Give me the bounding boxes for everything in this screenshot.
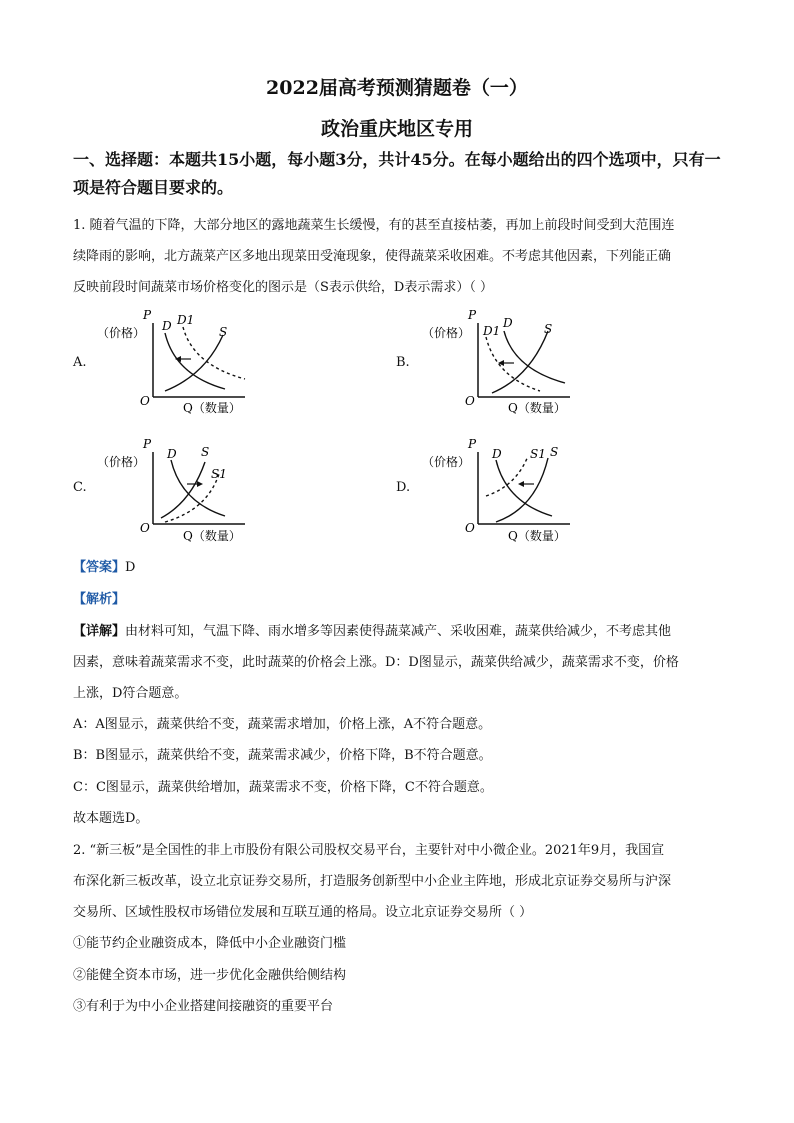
- graph-a: [95, 305, 265, 417]
- demand-curve-d1: [183, 327, 245, 379]
- option-note-b: B：B图显示，蔬菜供给不变，蔬菜需求减少，价格下降，B不符合题意。: [73, 748, 492, 763]
- supply-curve-s: [161, 462, 205, 518]
- graph-price-label: （价格）: [422, 455, 471, 469]
- option-note-a: A：A图显示，蔬菜供给不变，蔬菜需求增加，价格上涨，A不符合题意。: [73, 717, 492, 732]
- quantity-label: Q（数量）: [183, 401, 241, 415]
- option-a-label: A.: [73, 355, 87, 370]
- graph-p-label: P: [143, 308, 152, 322]
- detail-line-2: 因素，意味着蔬菜需求不变，此时蔬菜的价格会上涨。D：D图显示，蔬菜供给减少，蔬菜需求不变，价格: [73, 655, 679, 670]
- graph-d: [420, 436, 590, 548]
- arrow-head: [518, 481, 524, 487]
- q2-line-2: 布深化新三板改革，设立北京证券交易所，打造服务创新型中小企业主阵地，形成北京证券交易所与沪深: [73, 874, 672, 889]
- graph-b: [420, 305, 590, 417]
- graph-p-label: P: [468, 308, 477, 322]
- answer-tag: 【答案】: [73, 560, 126, 575]
- conclusion: 故本题选D。: [73, 811, 149, 826]
- curve-label-s1: S1: [211, 467, 227, 481]
- supply-curve-s1: [486, 456, 528, 496]
- demand-curve-d: [165, 333, 225, 389]
- answer-value: D: [125, 560, 136, 575]
- curve-label-d: D: [162, 319, 172, 333]
- q2-item-1: ①能节约企业融资成本，降低中小企业融资门槛: [73, 936, 347, 951]
- page-subtitle: 政治重庆地区专用: [320, 118, 473, 140]
- curve-label-d1: D1: [483, 324, 501, 338]
- q2-item-3: ③有利于为中小企业搭建间接融资的重要平台: [73, 999, 334, 1014]
- arrow-head: [197, 481, 203, 487]
- page-title: 2022届高考预测猜题卷（一）: [266, 77, 528, 99]
- graph-price-label: （价格）: [97, 455, 146, 469]
- quantity-label: Q（数量）: [508, 529, 566, 543]
- graph-c: [95, 436, 265, 548]
- graph-p-label: P: [143, 437, 152, 451]
- detail-text-1: 由材料可知，气温下降、雨水增多等因素使得蔬菜减产、采收困难，蔬菜供给减少，不考虑其他: [125, 624, 672, 639]
- curve-label-d1: D1: [177, 313, 195, 327]
- curve-label-s1: S1: [530, 447, 546, 461]
- quantity-label: Q（数量）: [183, 529, 241, 543]
- q2-item-2: ②能健全资本市场，进一步优化金融供给侧结构: [73, 968, 347, 983]
- analysis-row: [73, 588, 723, 607]
- q1-line-2: 续降雨的影响，北方蔬菜产区多地出现菜田受淹现象，使得蔬菜采收困难。不考虑其他因素，下列能正确: [73, 249, 672, 264]
- curve-label-d: D: [167, 447, 177, 461]
- origin-label: O: [465, 394, 475, 408]
- answer-row: [73, 556, 723, 575]
- curve-label-d: D: [492, 447, 502, 461]
- curve-label-s: S: [550, 445, 559, 459]
- q1-line-3: 反映前段时间蔬菜市场价格变化的图示是（S表示供给，D表示需求）（ ）: [73, 280, 493, 295]
- detail-line-1: [73, 620, 723, 639]
- graph-price-label: （价格）: [97, 326, 146, 340]
- q2-line-3: 交易所、区域性股权市场错位发展和互联互通的格局。设立北京证券交易所（ ）: [73, 905, 533, 920]
- quantity-label: Q（数量）: [508, 401, 566, 415]
- demand-curve-d1: [486, 337, 540, 391]
- curve-label-s: S: [544, 322, 553, 336]
- q1-line-1: 1. 随着气温的下降，大部分地区的露地蔬菜生长缓慢，有的甚至直接枯萎，再加上前段时间受到大范围连: [73, 218, 675, 233]
- curve-label-s: S: [219, 325, 228, 339]
- origin-label: O: [465, 521, 475, 535]
- supply-curve-s: [165, 335, 223, 391]
- demand-curve-d: [496, 460, 552, 516]
- origin-label: O: [140, 521, 150, 535]
- graph-p-label: P: [468, 437, 477, 451]
- q2-line-1: 2. “新三板”是全国性的非上市股份有限公司股权交易平台，主要针对中小微企业。2021年9月，我国宣: [73, 843, 665, 858]
- curve-label-s: S: [201, 445, 210, 459]
- origin-label: O: [140, 394, 150, 408]
- detail-line-3: 上涨，D符合题意。: [73, 686, 188, 701]
- detail-tag: 【详解】: [73, 624, 126, 639]
- option-d-label: D.: [396, 480, 411, 495]
- option-b-label: B.: [396, 355, 410, 370]
- graph-price-label: （价格）: [422, 326, 471, 340]
- option-c-label: C.: [73, 480, 87, 495]
- analysis-tag: 【解析】: [73, 592, 126, 607]
- curve-label-d: D: [503, 316, 513, 330]
- option-note-c: C：C图显示，蔬菜供给增加，蔬菜需求不变，价格下降，C不符合题意。: [73, 780, 493, 795]
- section-header: 一、选择题：本题共15小题，每小题3分，共计45分。在每小题给出的四个选项中，只有一项是符合题目要求的。: [73, 150, 721, 197]
